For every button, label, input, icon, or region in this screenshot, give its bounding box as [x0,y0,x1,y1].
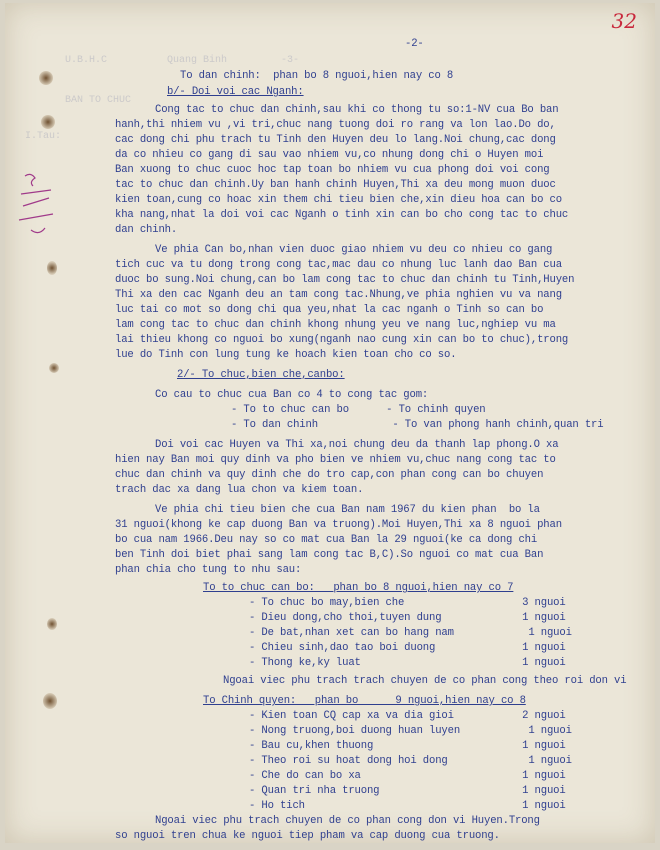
text-line: cac dong chi phu trach tu Tinh den Huyen deu lo lang.Noi chung,cac dong [115,134,556,146]
text-line: - Che do can bo xa 1 nguoi [249,770,566,782]
text-line: hien nay Ban moi quy dinh va pho bien ve nhiem vu,chuc nang cong tac to [115,454,556,466]
bleed-through-text: I.Tau: [25,131,62,142]
text-line: Ve phia chi tieu bien che cua Ban nam 1967 du kien phan bo la [155,504,540,516]
text-line: To to chuc can bo: phan bo 8 nguoi,hien nay co 7 [203,582,514,594]
text-line: bo cua nam 1966.Deu nay so co mat cua Ban la 29 nguoi(ke ca dong chi [115,534,538,546]
text-line: Ngoai viec phu trach chuyen de co phan cong don vi Huyen.Trong [155,815,540,827]
text-line: To dan chinh: phan bo 8 nguoi,hien nay co 8 [180,70,454,82]
text-line: - Thong ke,ky luat 1 nguoi [249,657,566,669]
ink-stain [39,71,53,85]
text-line: da co nhieu co gang di sau vao nhiem vu,co nhung dong chi o Huyen moi [115,149,544,161]
ink-stain [43,693,57,709]
text-line: duoc bo sung.Noi chung,can bo lam cong tac to chuc dan chinh tu Tinh,Huyen [115,274,575,286]
text-line: tich cuc va tu dong trong cong tac,mac dau co nhung luc lanh dao Ban cua [115,259,562,271]
text-line: - To to chuc can bo - To chinh quyen [231,404,486,416]
text-line: - Bau cu,khen thuong 1 nguoi [249,740,566,752]
text-line: Co cau to chuc cua Ban co 4 to cong tac gom: [155,389,429,401]
text-line: - Chieu sinh,dao tao boi duong 1 nguoi [249,642,566,654]
text-line: phan chia cho tung to nhu sau: [115,564,302,576]
text-line: hanh,thi nhiem vu ,vi tri,chuc nang tuong doi ro rang va lon lao.Do do, [115,119,556,131]
text-line: - Theo roi su hoat dong hoi dong 1 nguoi [249,755,572,767]
text-line: - Quan tri nha truong 1 nguoi [249,785,566,797]
text-line: 31 nguoi(khong ke cap duong Ban va truong).Moi Huyen,Thi xa 8 nguoi phan [115,519,562,531]
ink-stain [47,261,57,275]
text-line: so nguoi tren chua ke nguoi tiep pham va cap duong cua truong. [115,830,500,842]
text-line: chuc dan chinh va quy dinh che do tro cap,con phan cong can bo chuyen [115,469,544,481]
text-line: Ngoai viec phu trach trach chuyen de co phan cong theo roi don vi [223,675,627,687]
text-line: b/- Doi voi cac Nganh: [167,86,304,98]
ink-stain [49,363,59,373]
text-line: ben Tinh doi biet phai sang lam cong tac B,C).So nguoi co mat cua Ban [115,549,544,561]
text-line: kha nang,nhat la doi voi cac Nganh o tinh xin can bo cho cong tac to chuc [115,209,569,221]
text-line: - Nong truong,boi duong huan luyen 1 nguoi [249,725,572,737]
text-line: - To chuc bo may,bien che 3 nguoi [249,597,566,609]
text-line: - Kien toan CQ cap xa va dia gioi 2 nguoi [249,710,566,722]
text-line: dan chinh. [115,224,178,236]
text-line: To Chinh quyen: phan bo 9 nguoi,hien nay co 8 [203,695,526,707]
text-line: tac to chuc dan chinh.Uy ban hanh chinh Huyen,Thi xa deu mong muon duoc [115,179,556,191]
text-line: Ve phia Can bo,nhan vien duoc giao nhiem vu deu co nhieu co gang [155,244,553,256]
text-line: trach dac xa dang lua chon va kiem toan. [115,484,364,496]
text-line: 2/- To chuc,bien che,canbo: [177,369,345,381]
text-line: lam cong tac to chuc dan chinh khong nhung yeu ve nang luc,nghiep vu ma [115,319,556,331]
text-line: - To dan chinh - To van phong hanh chinh,quan tri [231,419,604,431]
handwritten-margin-note [13,168,63,248]
page-label: -2- [405,38,424,50]
text-line: kien toan,cung co hoac xin them chi tieu bien che,xin dieu hoa can bo co [115,194,562,206]
text-line: Thi xa den cac Nganh deu an tam cong tac.Nhung,ve phia nghien vu va nang [115,289,562,301]
text-line: luc tai co mot so dong chi qua yeu,nhat la cac nganh o Tinh so can bo [115,304,544,316]
text-line: Doi voi cac Huyen va Thi xa,noi chung deu da thanh lap phong.O xa [155,439,559,451]
ink-stain [41,115,55,129]
bleed-through-text: U.B.H.C Quang Binh -3- [65,55,300,66]
text-line: lai thieu khong co nguoi bo xung(nganh nao cung xin can bo to chuc),trong [115,334,569,346]
ink-stain [47,618,57,630]
bleed-through-text: BAN TO CHUC [65,95,132,106]
handwritten-page-number: 32 [611,9,637,33]
text-line: - De bat,nhan xet can bo hang nam 1 nguoi [249,627,572,639]
text-line: - Ho tich 1 nguoi [249,800,566,812]
text-line: Ban xuong to chuc cuoc hoc tap toan bo nhiem vu cua phong doi voi cong [115,164,550,176]
document-page [5,3,655,843]
text-line: Cong tac to chuc dan chinh,sau khi co thong tu so:1-NV cua Bo ban [155,104,559,116]
text-line: lue do Tinh con lung tung ke hoach kien toan cho co so. [115,349,457,361]
text-line: - Dieu dong,cho thoi,tuyen dung 1 nguoi [249,612,566,624]
